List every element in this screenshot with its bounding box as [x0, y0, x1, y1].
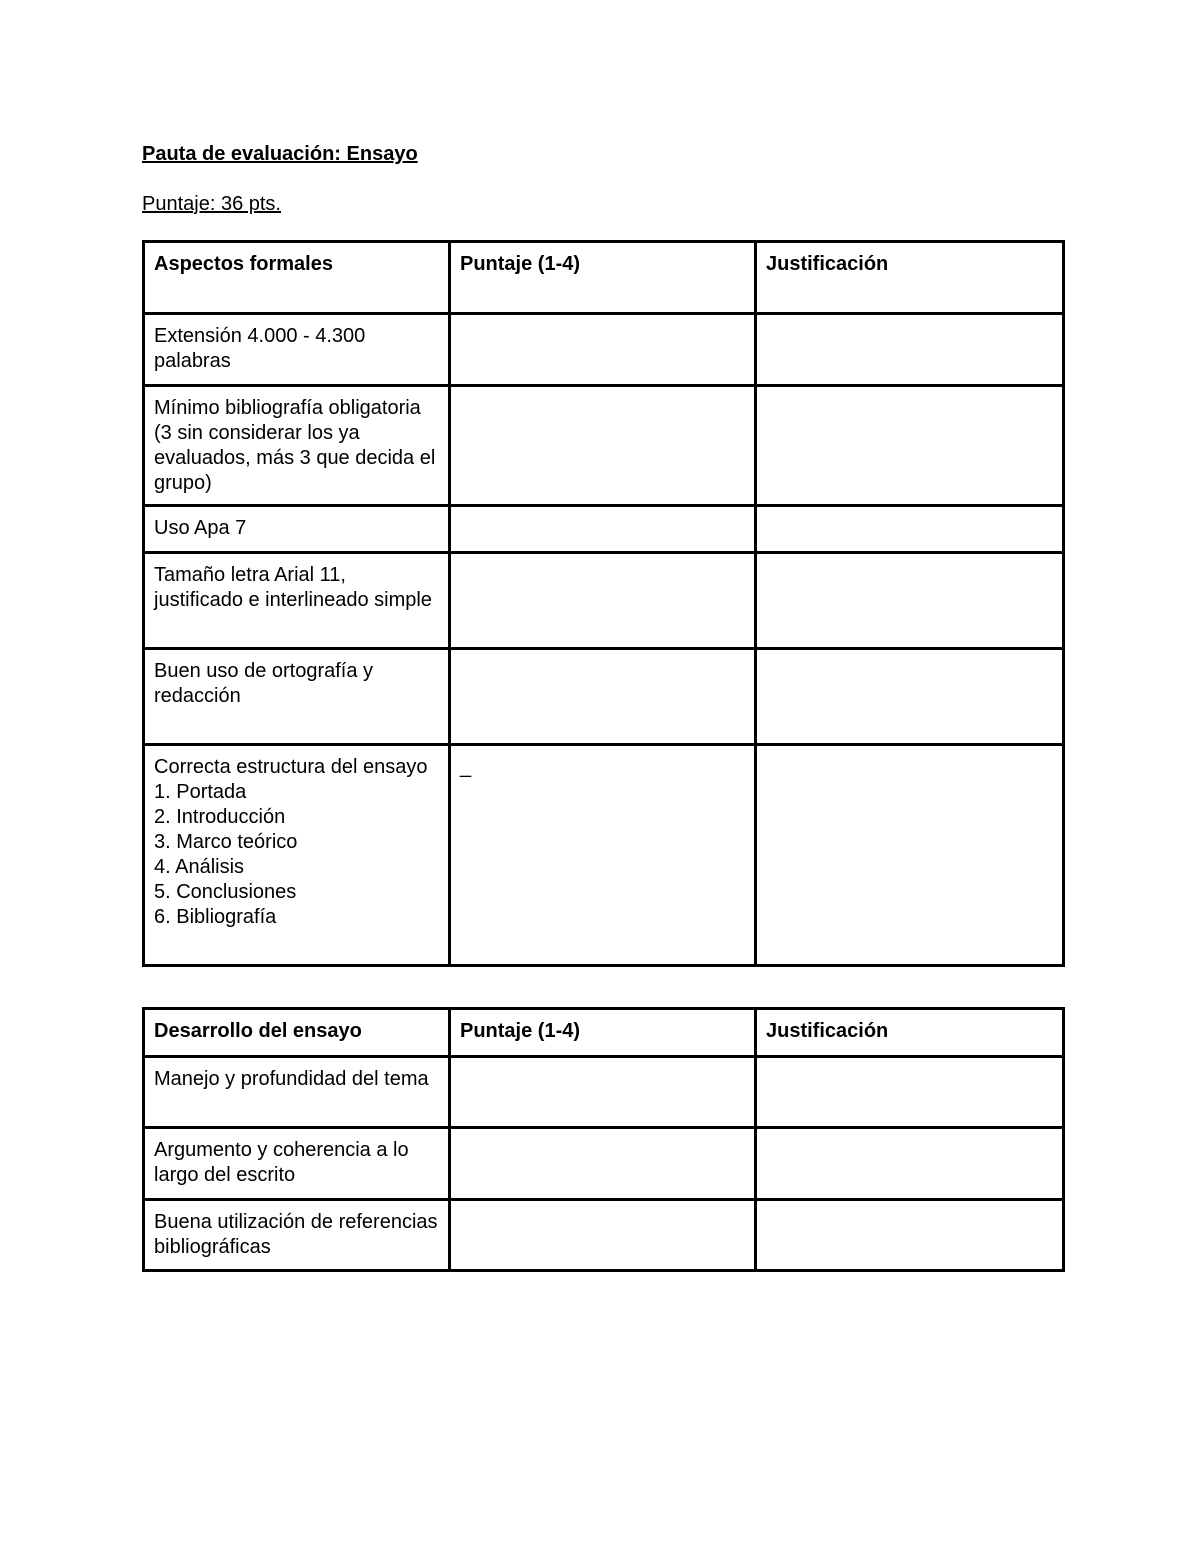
justification-cell[interactable] — [756, 386, 1064, 506]
header-justificacion: Justificación — [756, 242, 1064, 314]
justification-cell[interactable] — [756, 553, 1064, 649]
document-title: Pauta de evaluación: Ensayo — [142, 143, 418, 165]
score-cell[interactable] — [450, 506, 756, 553]
aspect-cell: Manejo y profundidad del tema — [144, 1057, 450, 1128]
aspect-cell: Tamaño letra Arial 11, justificado e interlineado simple — [144, 553, 450, 649]
aspect-cell: Buen uso de ortografía y redacción — [144, 649, 450, 745]
structure-item: 2. Introducción — [154, 806, 286, 828]
document-page — [142, 140, 1062, 1272]
header-puntaje: Puntaje (1-4) — [450, 242, 756, 314]
justification-cell[interactable] — [756, 1128, 1064, 1200]
table-row — [144, 314, 1064, 386]
justification-cell[interactable] — [756, 745, 1064, 966]
score-cell[interactable] — [450, 314, 756, 386]
aspect-cell: Mínimo bibliografía obligatoria (3 sin considerar los ya evaluados, más 3 que decida el grupo) — [144, 386, 450, 506]
table-row — [144, 1200, 1064, 1271]
score-cell[interactable] — [450, 1200, 756, 1271]
score-cell[interactable] — [450, 649, 756, 745]
aspect-cell: Argumento y coherencia a lo largo del escrito — [144, 1128, 450, 1200]
justification-cell[interactable] — [756, 649, 1064, 745]
score-cell[interactable] — [450, 1128, 756, 1200]
aspect-cell: Uso Apa 7 — [144, 506, 450, 553]
header-justificacion: Justificación — [756, 1009, 1064, 1057]
justification-cell[interactable] — [756, 1057, 1064, 1128]
aspect-cell-structure — [144, 745, 450, 966]
table-row — [144, 649, 1064, 745]
essay-development-table — [142, 1007, 1065, 1272]
justification-cell[interactable] — [756, 506, 1064, 553]
structure-item: 1. Portada — [154, 781, 247, 803]
score-cell[interactable]: _ — [450, 745, 756, 966]
header-desarrollo-ensayo: Desarrollo del ensayo — [144, 1009, 450, 1057]
formal-aspects-table — [142, 240, 1065, 967]
table-row — [144, 506, 1064, 553]
aspect-cell: Extensión 4.000 - 4.300 palabras — [144, 314, 450, 386]
table-row — [144, 1057, 1064, 1128]
justification-cell[interactable] — [756, 1200, 1064, 1271]
structure-title: Correcta estructura del ensayo — [154, 756, 428, 778]
score-cell[interactable] — [450, 553, 756, 649]
table-row — [144, 386, 1064, 506]
table-row — [144, 553, 1064, 649]
table-row — [144, 1128, 1064, 1200]
structure-item: 5. Conclusiones — [154, 881, 297, 903]
table-row — [144, 745, 1064, 966]
score-cell[interactable] — [450, 386, 756, 506]
structure-item: 6. Bibliografía — [154, 906, 277, 928]
table-header-row — [144, 1009, 1064, 1057]
header-puntaje: Puntaje (1-4) — [450, 1009, 756, 1057]
aspect-cell: Buena utilización de referencias bibliográficas — [144, 1200, 450, 1271]
total-score: Puntaje: 36 pts. — [142, 193, 281, 215]
justification-cell[interactable] — [756, 314, 1064, 386]
score-cell[interactable] — [450, 1057, 756, 1128]
header-aspectos-formales: Aspectos formales — [144, 242, 450, 314]
structure-item: 4. Análisis — [154, 856, 245, 878]
structure-item: 3. Marco teórico — [154, 831, 298, 853]
table-header-row — [144, 242, 1064, 314]
